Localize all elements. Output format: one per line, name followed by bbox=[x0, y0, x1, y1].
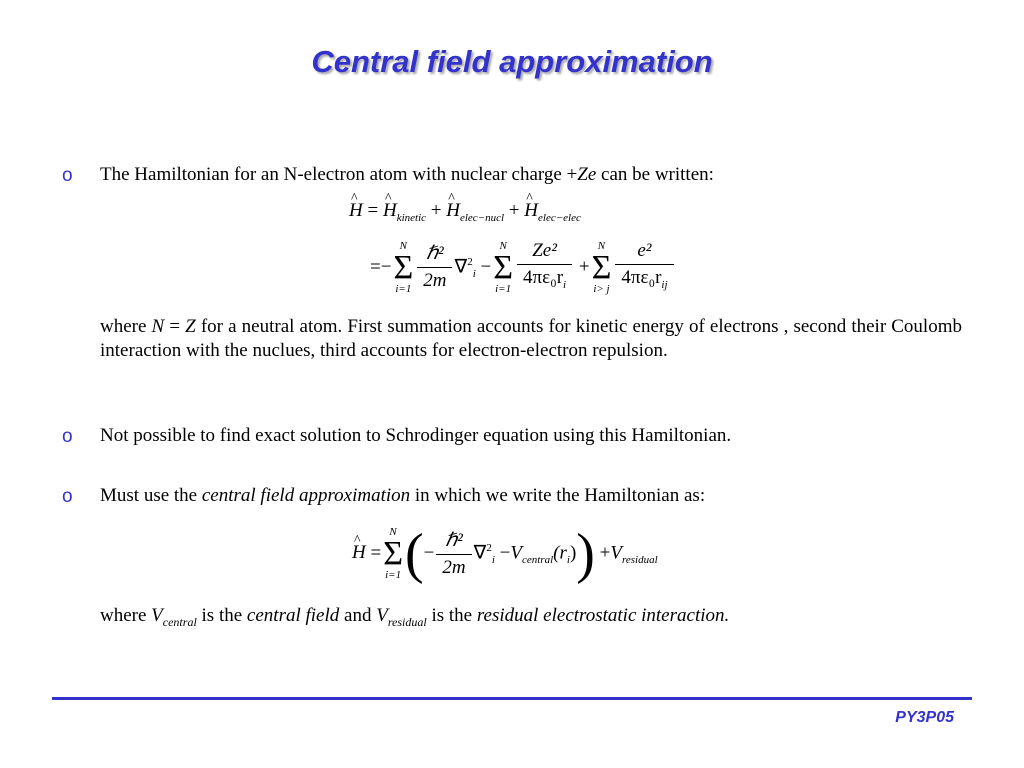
bullet-marker: o bbox=[62, 486, 73, 507]
hamiltonian-expanded-equation: =− N Σ i=1 $\frac{\text{ℏ²}}{2m}$ ∇$^2_i$ − N Σ i=1 $\frac{\text{Ze²}}{4\pi\varepsilon_0r_i}$ + N Σ i> j $\frac{\text{e²}}{4\pi\varepsilon_0r_{ij}}$ bbox=[370, 238, 676, 298]
footer-divider bbox=[52, 697, 972, 700]
course-code: PY3P05 bbox=[895, 709, 954, 726]
bullet-marker: o bbox=[62, 165, 73, 186]
bullet-no-exact-solution: Not possible to find exact solution to Schrodinger equation using this Hamiltonian. bbox=[100, 425, 732, 446]
neutral-atom-explanation: where N = Z for a neutral atom. First summation accounts for kinetic energy of electrons , second their Coulomb interaction with the nuclues, third accounts for electron-electron repulsion. bbox=[100, 316, 962, 361]
bullet-hamiltonian-intro: The Hamiltonian for an N-electron atom with nuclear charge +Ze can be written: bbox=[100, 164, 714, 185]
bullet-central-field: Must use the central field approximation in which we write the Hamiltonian as: bbox=[100, 485, 706, 506]
summation-nuclear: N Σ i=1 bbox=[493, 239, 514, 295]
summation-kinetic: N Σ i=1 bbox=[393, 239, 414, 295]
summation-electron: N Σ i> j bbox=[591, 239, 612, 295]
summation-central: N Σ i=1 bbox=[383, 526, 403, 581]
slide-title: Central field approximation bbox=[311, 44, 713, 79]
bullet-marker: o bbox=[62, 426, 73, 447]
central-field-definition: where $V_{central}$ is the central field and $V_{residual}$ is the residual electrostatic interaction. bbox=[100, 605, 730, 629]
central-field-hamiltonian-equation: ^ H = N Σ i=1 (− $\frac{\text{ℏ²}}{2m}$ $\nabla^2_i -V_{central}(r_i)) +V_{residual}$ bbox=[352, 522, 658, 586]
hamiltonian-decomposition-equation: ^ H = ^ $H_{kinetic}$ + ^ $H_{elec-nucl}$ + ^ $H_{elec-elec}$ bbox=[349, 200, 581, 224]
